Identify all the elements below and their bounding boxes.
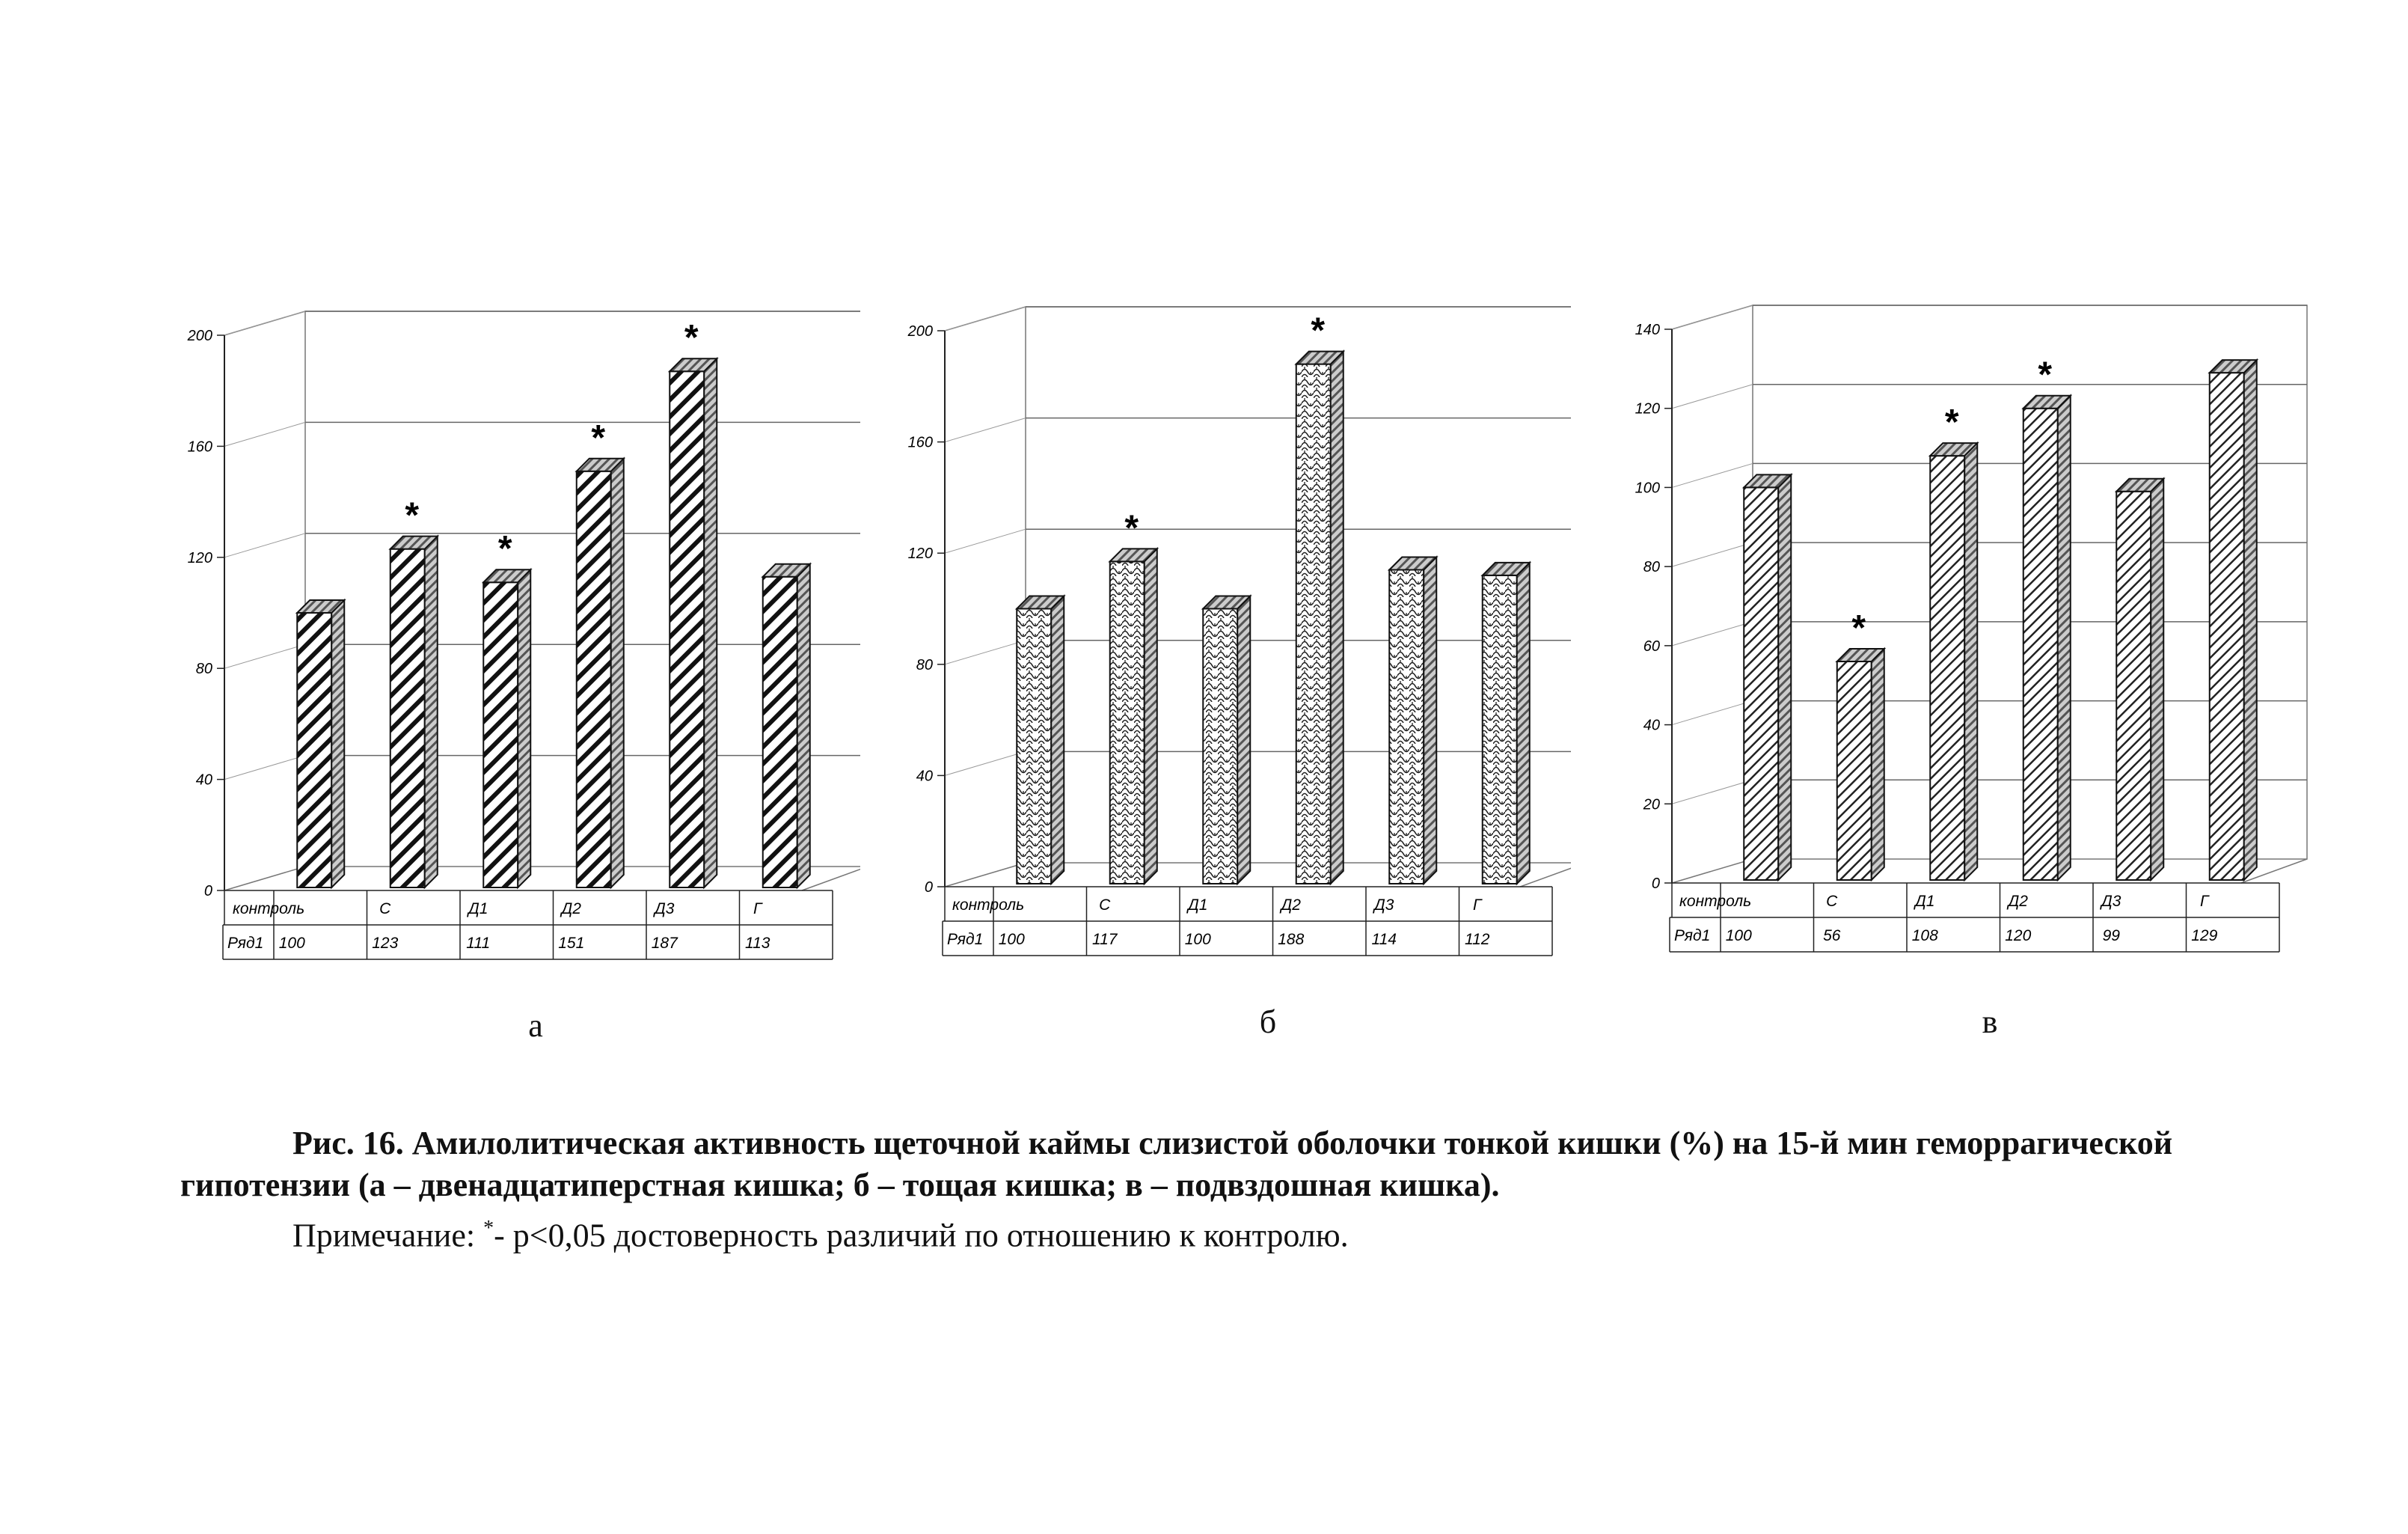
bar-side <box>518 569 530 887</box>
y-tick-label: 140 <box>1635 322 1660 338</box>
gridline-side <box>224 311 305 335</box>
category-label: С <box>1826 893 1838 910</box>
y-tick-label: 0 <box>203 883 212 899</box>
table-value: 129 <box>2191 927 2218 944</box>
bar-front <box>1483 575 1517 884</box>
y-tick-label: 0 <box>924 879 933 896</box>
table-value: 111 <box>466 935 491 952</box>
table-value: 151 <box>558 935 585 952</box>
y-tick-label: 200 <box>907 323 933 340</box>
category-label: Д1 <box>1915 893 1935 910</box>
category-label: С <box>1099 896 1111 914</box>
bar <box>763 564 810 887</box>
gridline-side <box>224 422 305 446</box>
category-label: Д2 <box>561 900 581 917</box>
bar-side <box>704 358 717 887</box>
plot-area <box>907 307 1571 896</box>
bar <box>390 496 438 887</box>
category-label: Г <box>2200 893 2209 910</box>
y-tick-label: 80 <box>916 656 933 673</box>
bar-side <box>1145 548 1157 884</box>
significance-mark: * <box>1124 508 1139 548</box>
table-value: 123 <box>372 935 399 952</box>
significance-mark: * <box>1944 403 1959 443</box>
category-label: Д3 <box>655 900 675 917</box>
significance-mark: * <box>1851 608 1866 648</box>
bar-side <box>1331 352 1344 884</box>
y-tick-label: 40 <box>195 771 212 789</box>
table-value: 188 <box>1278 931 1305 948</box>
data-table <box>943 887 1552 956</box>
bar <box>1203 596 1250 884</box>
bar <box>1744 474 1791 880</box>
y-tick-label: 120 <box>907 546 933 563</box>
figure-caption <box>180 1122 2391 1259</box>
bar-side <box>1424 557 1436 884</box>
bar-side <box>1964 443 1977 880</box>
bar-side <box>2244 360 2257 880</box>
category-label: контроль <box>1679 893 1752 910</box>
bar-front <box>1837 661 1872 880</box>
bar <box>670 318 717 887</box>
bar-front <box>1296 364 1331 884</box>
gridline-side <box>1672 385 1753 409</box>
table-value: 117 <box>1092 931 1118 948</box>
data-table <box>223 890 833 959</box>
panel-label-c: в <box>1982 1003 1998 1040</box>
bar <box>1483 563 1530 884</box>
chart-ileum <box>1534 0 2408 988</box>
caption-note-text: - р<0,05 достоверность различий по отношению к контролю. <box>494 1217 1349 1254</box>
y-tick-label: 120 <box>1635 400 1660 418</box>
data-table <box>1670 883 2279 952</box>
bar <box>483 529 530 887</box>
bar-front <box>670 371 704 887</box>
significance-mark: * <box>591 418 606 458</box>
bar-side <box>2151 479 2163 880</box>
gridline-side <box>945 418 1026 442</box>
caption-note-prefix: Примечание: <box>292 1217 484 1254</box>
category-label: Д1 <box>1188 896 1208 914</box>
y-tick-label: 200 <box>187 328 212 344</box>
bar-side <box>331 600 344 887</box>
gridline-side <box>945 307 1026 331</box>
y-tick-label: 40 <box>1643 717 1660 734</box>
bar-front <box>2023 409 2058 880</box>
significance-mark: * <box>684 318 699 358</box>
gridline-side <box>224 644 305 668</box>
y-tick-label: 120 <box>187 549 212 566</box>
bar-side <box>1237 596 1250 884</box>
panel-label-b: б <box>1259 1003 1277 1040</box>
caption-title: Рис. 16. Амилолитическая активность щеточной каймы слизистой оболочки тонкой кишки (%) на 15-й мин геморрагической <box>292 1125 2173 1161</box>
y-tick-label: 100 <box>1635 480 1660 497</box>
significance-mark: * <box>405 495 420 536</box>
bar <box>2023 355 2071 880</box>
caption-note <box>184 1206 2391 1259</box>
y-tick-label: 60 <box>1643 638 1660 655</box>
bar-front <box>1930 456 1964 880</box>
chart-jejunum <box>823 0 1571 988</box>
bar-front <box>483 582 518 887</box>
y-tick-label: 20 <box>1643 796 1660 813</box>
category-label: Г <box>1473 896 1482 914</box>
bar-front <box>1110 561 1145 884</box>
series-name: Ряд1 <box>1674 927 1711 944</box>
gridline-side <box>1672 780 1753 804</box>
wall-edge-bottom <box>1672 859 1753 883</box>
bar <box>2116 479 2163 880</box>
bar-side <box>1872 649 1884 880</box>
bar <box>1389 557 1436 884</box>
caption-title-continued: гипотензии (а – двенадцатиперстная кишка; б – тощая кишка; в – подвздошная кишка). <box>180 1167 1500 1203</box>
gridline-side <box>945 641 1026 664</box>
category-label: Д2 <box>2008 893 2028 910</box>
y-tick-label: 80 <box>1643 559 1660 576</box>
bar <box>1837 608 1884 880</box>
bar-front <box>1203 609 1237 884</box>
wall-edge-bottom <box>224 867 305 890</box>
bar <box>1296 311 1344 884</box>
table-value: 114 <box>1371 931 1397 948</box>
bar <box>297 600 344 887</box>
category-label: контроль <box>233 900 305 917</box>
gridline-side <box>945 529 1026 553</box>
bar <box>1930 403 1977 880</box>
table-value: 120 <box>2005 927 2032 944</box>
bar-side <box>611 459 624 887</box>
chart-duodenum <box>0 0 860 988</box>
category-label: Д3 <box>2101 893 2121 910</box>
table-value: 108 <box>1911 927 1938 944</box>
bar-side <box>1778 474 1791 880</box>
table-value: 100 <box>1184 931 1211 948</box>
category-label: С <box>379 900 391 917</box>
gridline-side <box>1672 305 1753 329</box>
y-tick-label: 40 <box>916 768 933 785</box>
bar-side <box>425 537 438 887</box>
series-name: Ряд1 <box>947 931 984 948</box>
bar-front <box>577 471 611 887</box>
bar-side <box>1051 596 1064 884</box>
y-tick-label: 80 <box>195 661 212 678</box>
y-tick-label: 160 <box>187 438 212 456</box>
y-tick-label: 0 <box>1651 876 1660 892</box>
gridline-side <box>1672 463 1753 487</box>
gridline-side <box>1672 543 1753 566</box>
wall-edge-bottom <box>945 863 1026 887</box>
bar <box>1017 596 1064 884</box>
panel-label-a: а <box>528 1007 543 1044</box>
table-value: 56 <box>1823 927 1841 944</box>
series-name: Ряд1 <box>227 935 264 952</box>
table-value: 100 <box>1725 927 1752 944</box>
table-value: 100 <box>998 931 1025 948</box>
bar-side <box>1517 563 1530 884</box>
plot-area <box>1635 305 2307 892</box>
category-label: Д3 <box>1374 896 1394 914</box>
bar-side <box>2058 396 2071 880</box>
category-label: Д2 <box>1281 896 1301 914</box>
table-value: 187 <box>651 935 678 952</box>
gridline-side <box>1672 622 1753 646</box>
bar-front <box>1017 609 1051 884</box>
bar <box>1110 508 1157 884</box>
category-label: Д1 <box>468 900 488 917</box>
gridline-side <box>945 751 1026 775</box>
bar-front <box>1389 569 1424 884</box>
significance-mark: * <box>497 529 512 569</box>
bar-side <box>797 564 810 887</box>
bar <box>577 418 624 887</box>
table-value: 113 <box>745 935 771 952</box>
category-label: Г <box>753 900 762 917</box>
gridline-side <box>1672 701 1753 725</box>
gridline-side <box>224 534 305 557</box>
bar <box>2210 360 2257 880</box>
caption-note-mark: * <box>483 1217 494 1240</box>
bar-front <box>297 613 331 887</box>
bar-front <box>1744 487 1778 880</box>
significance-mark: * <box>1311 311 1326 351</box>
bar-front <box>763 577 797 887</box>
table-value: 99 <box>2102 927 2120 944</box>
bar-front <box>2116 492 2151 880</box>
table-value: 112 <box>1465 931 1490 948</box>
bar-front <box>2210 373 2244 880</box>
bar-front <box>390 549 425 887</box>
gridline-side <box>224 756 305 780</box>
plot-area <box>187 311 860 899</box>
y-tick-label: 160 <box>907 434 933 451</box>
significance-mark: * <box>2038 355 2053 395</box>
category-label: контроль <box>952 896 1025 914</box>
table-value: 100 <box>278 935 305 952</box>
